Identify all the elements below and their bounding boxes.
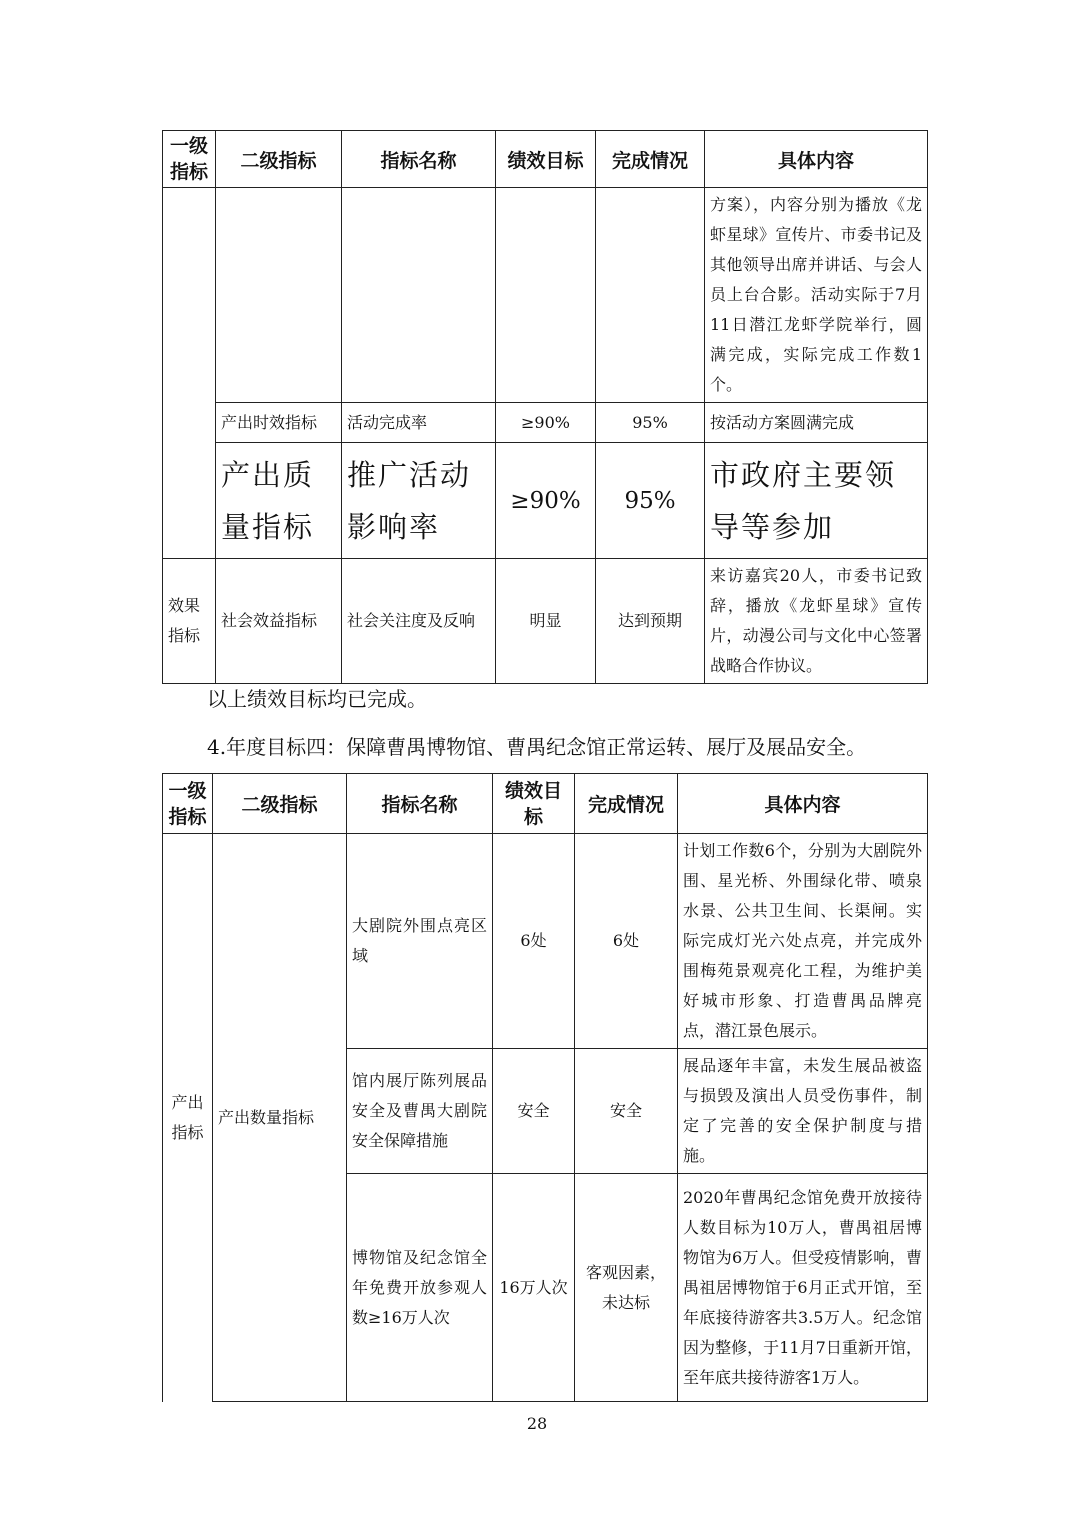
target-cell-empty bbox=[496, 188, 596, 403]
page-number: 28 bbox=[526, 1414, 548, 1433]
table-header-row bbox=[163, 131, 928, 188]
target-cell: 16万人次 bbox=[493, 1174, 575, 1402]
content-cell: 2020年曹禺纪念馆免费开放接待人数目标为10万人，曹禺祖居博物馆为6万人。但受疫情影响，曹禺祖居博物馆于6月正式开馆，至年底接待游客共3.5万人。纪念馆因为整修，于11月7日重新开馆，至年底共接待游客1万人。 bbox=[678, 1174, 928, 1402]
name-cell-empty bbox=[342, 188, 496, 403]
header-content: 具体内容 bbox=[678, 774, 928, 834]
target-cell: 安全 bbox=[493, 1049, 575, 1174]
header-status: 完成情况 bbox=[575, 774, 678, 834]
name-cell: 推广活动影响率 bbox=[342, 443, 496, 559]
header-content: 具体内容 bbox=[705, 131, 928, 188]
name-cell: 大剧院外围点亮区域 bbox=[347, 834, 493, 1049]
performance-table-2 bbox=[162, 773, 928, 1402]
name-cell: 社会关注度及反响 bbox=[342, 559, 496, 684]
target-cell: ≥90% bbox=[496, 403, 596, 443]
status-cell: 达到预期 bbox=[596, 559, 705, 684]
status-cell-empty bbox=[596, 188, 705, 403]
header-indicator-name: 指标名称 bbox=[347, 774, 493, 834]
content-cell: 来访嘉宾20人，市委书记致辞，播放《龙虾星球》宣传片，动漫公司与文化中心签署战略合作协议。 bbox=[705, 559, 928, 684]
performance-table-1 bbox=[162, 130, 928, 684]
content-cell: 市政府主要领导等参加 bbox=[705, 443, 928, 559]
table-row bbox=[163, 834, 928, 1049]
level2-cell: 社会效益指标 bbox=[216, 559, 342, 684]
table-row bbox=[163, 443, 928, 559]
status-cell: 6处 bbox=[575, 834, 678, 1049]
header-level2: 二级指标 bbox=[213, 774, 347, 834]
name-cell: 馆内展厅陈列展品安全及曹禺大剧院安全保障措施 bbox=[347, 1049, 493, 1174]
header-level1: 一级指标 bbox=[163, 774, 213, 834]
name-cell: 博物馆及纪念馆全年免费开放参观人数≥16万人次 bbox=[347, 1174, 493, 1402]
target-cell: ≥90% bbox=[496, 443, 596, 559]
level2-cell: 产出数量指标 bbox=[213, 834, 347, 1402]
table-row bbox=[163, 559, 928, 684]
status-cell: 安全 bbox=[575, 1049, 678, 1174]
header-level2: 二级指标 bbox=[216, 131, 342, 188]
status-cell: 95% bbox=[596, 403, 705, 443]
status-cell: 95% bbox=[596, 443, 705, 559]
content-cell: 按活动方案圆满完成 bbox=[705, 403, 928, 443]
goal-four-heading: 4.年度目标四：保障曹禺博物馆、曹禺纪念馆正常运转、展厅及展品安全。 bbox=[207, 735, 867, 759]
name-cell: 活动完成率 bbox=[342, 403, 496, 443]
level1-cell: 效果指标 bbox=[163, 559, 216, 684]
level2-cell: 产出质量指标 bbox=[216, 443, 342, 559]
header-target: 绩效目标 bbox=[493, 774, 575, 834]
table-row bbox=[163, 403, 928, 443]
level2-cell: 产出时效指标 bbox=[216, 403, 342, 443]
header-level1: 一级指标 bbox=[163, 131, 216, 188]
table-row bbox=[163, 188, 928, 403]
level1-cell-empty bbox=[163, 188, 216, 559]
header-indicator-name: 指标名称 bbox=[342, 131, 496, 188]
header-target: 绩效目标 bbox=[496, 131, 596, 188]
level1-cell: 产出指标 bbox=[163, 834, 213, 1402]
status-cell: 客观因素，未达标 bbox=[575, 1174, 678, 1402]
content-cell: 展品逐年丰富，未发生展品被盗与损毁及演出人员受伤事件，制定了完善的安全保护制度与措施。 bbox=[678, 1049, 928, 1174]
target-cell: 明显 bbox=[496, 559, 596, 684]
target-cell: 6处 bbox=[493, 834, 575, 1049]
content-cell: 方案），内容分别为播放《龙虾星球》宣传片、市委书记及其他领导出席并讲话、与会人员上台合影。活动实际于7月11日潜江龙虾学院举行，圆满完成，实际完成工作数1个。 bbox=[705, 188, 928, 403]
summary-paragraph: 以上绩效目标均已完成。 bbox=[207, 687, 427, 711]
content-cell: 计划工作数6个，分别为大剧院外围、星光桥、外围绿化带、喷泉水景、公共卫生间、长渠闸。实际完成灯光六处点亮，并完成外围梅苑景观亮化工程，为维护美好城市形象、打造曹禺品牌亮点，潜江景色展示。 bbox=[678, 834, 928, 1049]
level2-cell-empty bbox=[216, 188, 342, 403]
header-status: 完成情况 bbox=[596, 131, 705, 188]
table-header-row bbox=[163, 774, 928, 834]
